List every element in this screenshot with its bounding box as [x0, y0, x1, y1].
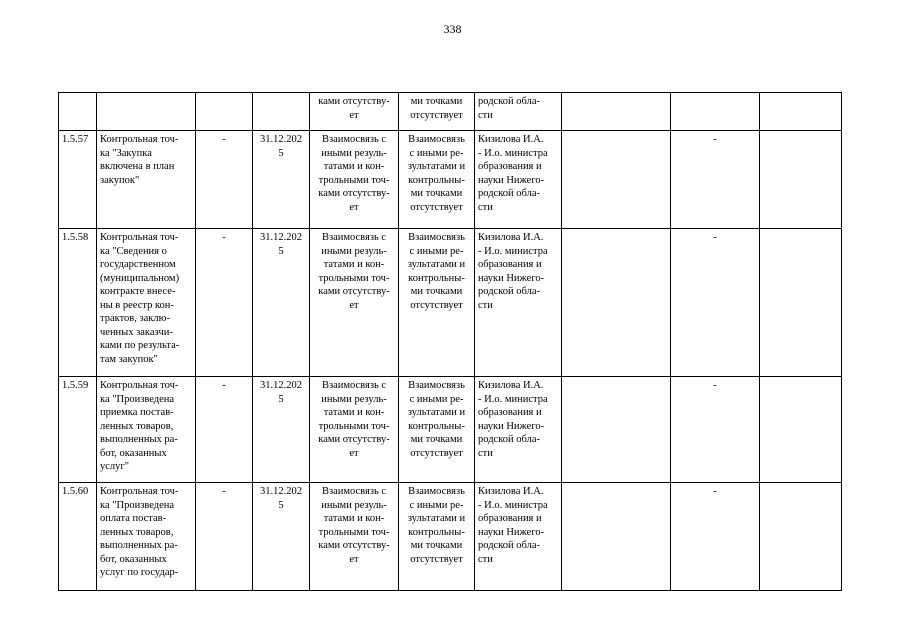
comment-cell [760, 229, 842, 377]
relation-successor: Взаимосвязь с иными ре- зультатами и контрольны- ми точками отсутствует [407, 380, 466, 459]
start-date-cell [196, 93, 253, 131]
end-date: 31.12.202 5 [260, 380, 302, 405]
control-point-name-cell [97, 229, 196, 377]
relation-predecessor: Взаимосвязь с иными резуль- татами и кон- трольными точ- ками отсутству- ет [318, 134, 390, 213]
start-date-cell [196, 377, 253, 483]
information-system: - [713, 486, 717, 497]
start-date: - [222, 380, 226, 391]
row-number: 1.5.59 [62, 380, 89, 391]
responsible-person: Кизилова И.А. - И.о. министра образования и науки Нижего- родской обла- сти [478, 134, 548, 213]
relation-predecessor-cell [310, 229, 399, 377]
start-date-cell [196, 131, 253, 229]
start-date: - [222, 232, 226, 243]
control-point-name: Контрольная точ- ка "Сведения о государственном (муниципальном) контракте внесе- ны в реестр кон- трактов, заклю- ченных заказчи- ками по результа- там закупок" [100, 232, 180, 365]
document-type-cell [562, 229, 671, 377]
information-system: - [713, 380, 717, 391]
information-system-cell [671, 93, 760, 131]
end-date: 31.12.202 5 [260, 486, 302, 511]
end-date: 31.12.202 5 [260, 134, 302, 159]
responsible-person-cell [475, 377, 562, 483]
relation-successor: ми точками отсутствует [410, 96, 463, 121]
table-row [59, 93, 842, 131]
comment-cell [760, 377, 842, 483]
relation-successor: Взаимосвязь с иными ре- зультатами и контрольны- ми точками отсутствует [407, 134, 466, 213]
comment-cell [760, 483, 842, 591]
responsible-person: Кизилова И.А. - И.о. министра образования и науки Нижего- родской обла- сти [478, 232, 548, 311]
information-system-cell [671, 483, 760, 591]
end-date-cell [253, 131, 310, 229]
table-row [59, 229, 842, 377]
comment-cell [760, 131, 842, 229]
responsible-person: родской обла- сти [478, 96, 540, 121]
responsible-person: Кизилова И.А. - И.о. министра образования и науки Нижего- родской обла- сти [478, 486, 548, 565]
information-system-cell [671, 131, 760, 229]
control-point-name-cell [97, 483, 196, 591]
information-system: - [713, 232, 717, 243]
document-type-cell [562, 483, 671, 591]
control-point-name: Контрольная точ- ка "Закупка включена в план закупок" [100, 134, 179, 186]
row-number-cell [59, 229, 97, 377]
relation-successor-cell [399, 483, 475, 591]
document-type-cell [562, 131, 671, 229]
relation-successor-cell [399, 377, 475, 483]
relation-predecessor-cell [310, 377, 399, 483]
control-points-table [58, 92, 842, 591]
information-system-cell [671, 229, 760, 377]
relation-successor-cell [399, 93, 475, 131]
control-point-name-cell [97, 93, 196, 131]
responsible-person-cell [475, 93, 562, 131]
page-number: 338 [443, 22, 462, 36]
responsible-person: Кизилова И.А. - И.о. министра образования и науки Нижего- родской обла- сти [478, 380, 548, 459]
responsible-person-cell [475, 131, 562, 229]
end-date-cell [253, 483, 310, 591]
information-system-cell [671, 377, 760, 483]
row-number-cell [59, 131, 97, 229]
relation-successor-cell [399, 131, 475, 229]
control-point-name: Контрольная точ- ка "Произведена приемка постав- ленных товаров, выполненных ра- бот, оказанных услуг" [100, 380, 179, 472]
row-number: 1.5.57 [62, 134, 89, 145]
start-date: - [222, 134, 226, 145]
responsible-person-cell [475, 483, 562, 591]
row-number-cell [59, 483, 97, 591]
relation-successor: Взаимосвязь с иными ре- зультатами и контрольны- ми точками отсутствует [407, 232, 466, 311]
start-date-cell [196, 229, 253, 377]
information-system: - [713, 134, 717, 145]
comment-cell [760, 93, 842, 131]
relation-successor-cell [399, 229, 475, 377]
relation-predecessor: Взаимосвязь с иными резуль- татами и кон- трольными точ- ками отсутству- ет [318, 380, 390, 459]
row-number: 1.5.60 [62, 486, 89, 497]
control-point-name-cell [97, 131, 196, 229]
start-date-cell [196, 483, 253, 591]
row-number-cell [59, 93, 97, 131]
start-date: - [222, 486, 226, 497]
relation-predecessor-cell [310, 483, 399, 591]
relation-predecessor-cell [310, 131, 399, 229]
document-type-cell [562, 377, 671, 483]
row-number-cell [59, 377, 97, 483]
relation-predecessor: Взаимосвязь с иными резуль- татами и кон- трольными точ- ками отсутству- ет [318, 232, 390, 311]
relation-predecessor-cell [310, 93, 399, 131]
control-point-name: Контрольная точ- ка "Произведена оплата постав- ленных товаров, выполненных ра- бот, оказанных услуг по государ- [100, 486, 179, 578]
relation-predecessor: Взаимосвязь с иными резуль- татами и кон- трольными точ- ками отсутству- ет [318, 486, 390, 565]
row-number: 1.5.58 [62, 232, 89, 243]
end-date-cell [253, 229, 310, 377]
table-row [59, 483, 842, 591]
relation-predecessor: ками отсутству- ет [318, 96, 390, 121]
end-date-cell [253, 377, 310, 483]
end-date-cell [253, 93, 310, 131]
end-date: 31.12.202 5 [260, 232, 302, 257]
table-row [59, 131, 842, 229]
table-row [59, 377, 842, 483]
responsible-person-cell [475, 229, 562, 377]
relation-successor: Взаимосвязь с иными ре- зультатами и контрольны- ми точками отсутствует [407, 486, 466, 565]
document-type-cell [562, 93, 671, 131]
control-point-name-cell [97, 377, 196, 483]
